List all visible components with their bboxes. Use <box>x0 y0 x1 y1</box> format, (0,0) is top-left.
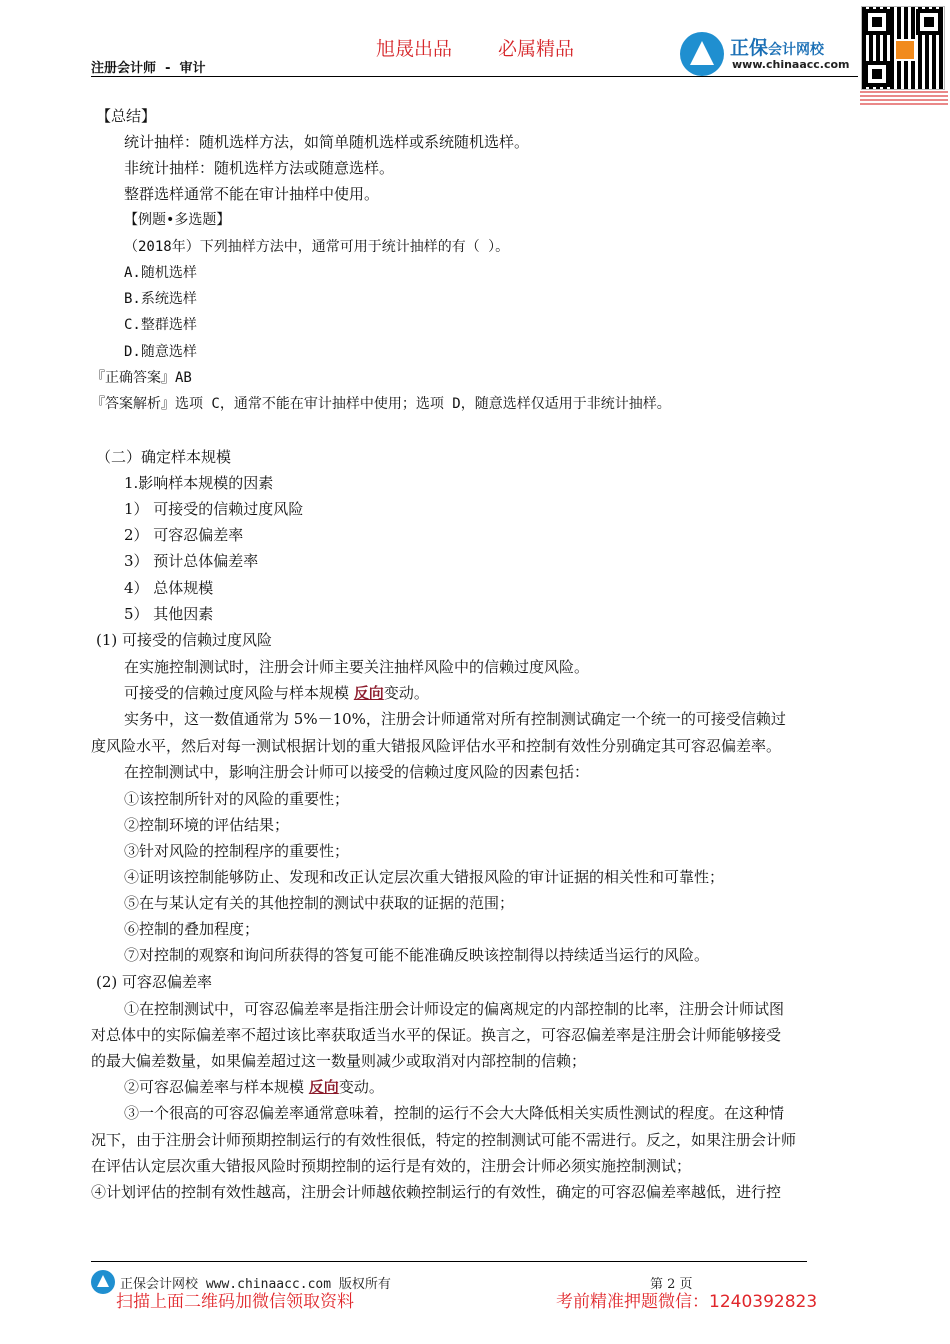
page-footer <box>0 1255 950 1344</box>
qr-code-icon <box>861 6 945 90</box>
paragraph: 整群选样通常不能在审计抽样中使用。 <box>124 185 380 203</box>
page-number: 第 2 页 <box>650 1277 693 1292</box>
list-item: 2） 可容忍偏差率 <box>124 526 244 544</box>
page-header <box>0 0 950 110</box>
keyword-inverse: 反向 <box>308 1078 339 1096</box>
section-heading: （二）确定样本规模 <box>96 448 232 466</box>
logo-emblem-icon <box>680 32 724 76</box>
list-item: 5） 其他因素 <box>124 605 214 623</box>
brand-logo[interactable] <box>680 30 860 76</box>
list-item: ④证明该控制能够防止、发现和改正认定层次重大错报风险的审计证据的相关性和可靠性； <box>124 868 725 886</box>
slogan-left: 旭晟出品 <box>376 38 453 60</box>
paragraph: 度风险水平，然后对每一测试根据计划的重大错报风险评估水平和控制有效性分别确定其可容忍偏差率。 <box>91 737 782 755</box>
paragraph-with-keyword: 可接受的信赖过度风险与样本规模 反向变动。 <box>124 684 429 702</box>
paragraph: 在实施控制测试时，注册会计师主要关注抽样风险中的信赖过度风险。 <box>124 658 590 676</box>
qr-caption-graphic <box>860 91 948 105</box>
question-stem: （2018年）下列抽样方法中，通常可用于统计抽样的有（ ）。 <box>124 239 510 255</box>
logo-name: 正保会计网校 <box>730 37 825 59</box>
promo-wechat-text: 考前精准押题微信：1240392823 <box>556 1292 818 1312</box>
list-item: ⑥控制的叠加程度； <box>124 920 260 938</box>
list-item: ⑦对控制的观察和询问所获得的答复可能不能准确反映该控制得以持续适当运行的风险。 <box>124 946 710 964</box>
list-item: 1） 可接受的信赖过度风险 <box>124 500 304 518</box>
list-item: 4） 总体规模 <box>124 579 214 597</box>
slogan-right: 必属精品 <box>498 38 575 60</box>
example-heading: 【例题•多选题】 <box>124 212 231 228</box>
promo-qr-text: 扫描上面二维码加微信领取资料 <box>116 1292 354 1312</box>
keyword-inverse: 反向 <box>353 684 384 702</box>
topic-heading: (2) 可容忍偏差率 <box>96 973 213 991</box>
answer-explanation: 『答案解析』选项 C，通常不能在审计抽样中使用；选项 D，随意选样仅适用于非统计抽样。 <box>91 396 671 412</box>
paragraph: 况下，由于注册会计师预期控制运行的有效性很低，特定的控制测试可能不需进行。反之，如果注册会计师 <box>91 1131 797 1149</box>
paragraph: 统计抽样：随机选样方法，如简单随机选样或系统随机选样。 <box>124 133 530 151</box>
logo-url: www.chinaacc.com <box>732 58 850 71</box>
summary-heading: 【总结】 <box>96 107 157 125</box>
logo-sub: 会计网校 <box>768 42 825 58</box>
subsection-heading: 1.影响样本规模的因素 <box>124 474 274 492</box>
topic-heading: (1) 可接受的信赖过度风险 <box>96 631 273 649</box>
paragraph: ③一个很高的可容忍偏差率通常意味着，控制的运行不会大大降低相关实质性测试的程度。在这种情 <box>124 1104 785 1122</box>
list-item: ①该控制所针对的风险的重要性； <box>124 790 350 808</box>
header-divider <box>91 76 858 77</box>
paragraph: ④计划评估的控制有效性越高，注册会计师越依赖控制运行的有效性，确定的可容忍偏差率越低，进行控 <box>91 1183 782 1201</box>
copyright-text: 正保会计网校 www.chinaacc.com 版权所有 <box>120 1277 391 1292</box>
paragraph: 非统计抽样：随机选样方法或随意选样。 <box>124 159 395 177</box>
paragraph: 对总体中的实际偏差率不超过该比率获取适当水平的保证。换言之，可容忍偏差率是注册会计师能够接受 <box>91 1026 782 1044</box>
list-item: ②控制环境的评估结果； <box>124 816 290 834</box>
paragraph: 在控制测试中，影响注册会计师可以接受的信赖过度风险的因素包括： <box>124 763 590 781</box>
list-item: 3） 预计总体偏差率 <box>124 552 259 570</box>
list-item: ③针对风险的控制程序的重要性； <box>124 842 350 860</box>
option-b: B.系统选样 <box>124 291 197 307</box>
option-a: A.随机选样 <box>124 265 197 281</box>
list-item: ⑤在与某认定有关的其他控制的测试中获取的证据的范围； <box>124 894 515 912</box>
paragraph: 的最大偏差数量，如果偏差超过这一数量则减少或取消对内部控制的信赖； <box>91 1052 587 1070</box>
paragraph: 在评估认定层次重大错报风险时预期控制的运行是有效的，注册会计师必须实施控制测试； <box>91 1157 692 1175</box>
paragraph: 实务中，这一数值通常为 5%－10%，注册会计师通常对所有控制测试确定一个统一的可接受信赖过 <box>124 710 786 728</box>
option-c: C.整群选样 <box>124 317 197 333</box>
course-title: 注册会计师 - 审计 <box>91 61 206 76</box>
option-d: D.随意选样 <box>124 344 197 360</box>
footer-logo-icon <box>91 1270 115 1294</box>
paragraph-with-keyword: ②可容忍偏差率与样本规模 反向变动。 <box>124 1078 384 1096</box>
footer-divider <box>91 1261 807 1262</box>
paragraph: ①在控制测试中，可容忍偏差率是指注册会计师设定的偏离规定的内部控制的比率，注册会计师试图 <box>124 1000 785 1018</box>
correct-answer: 『正确答案』AB <box>91 370 192 386</box>
